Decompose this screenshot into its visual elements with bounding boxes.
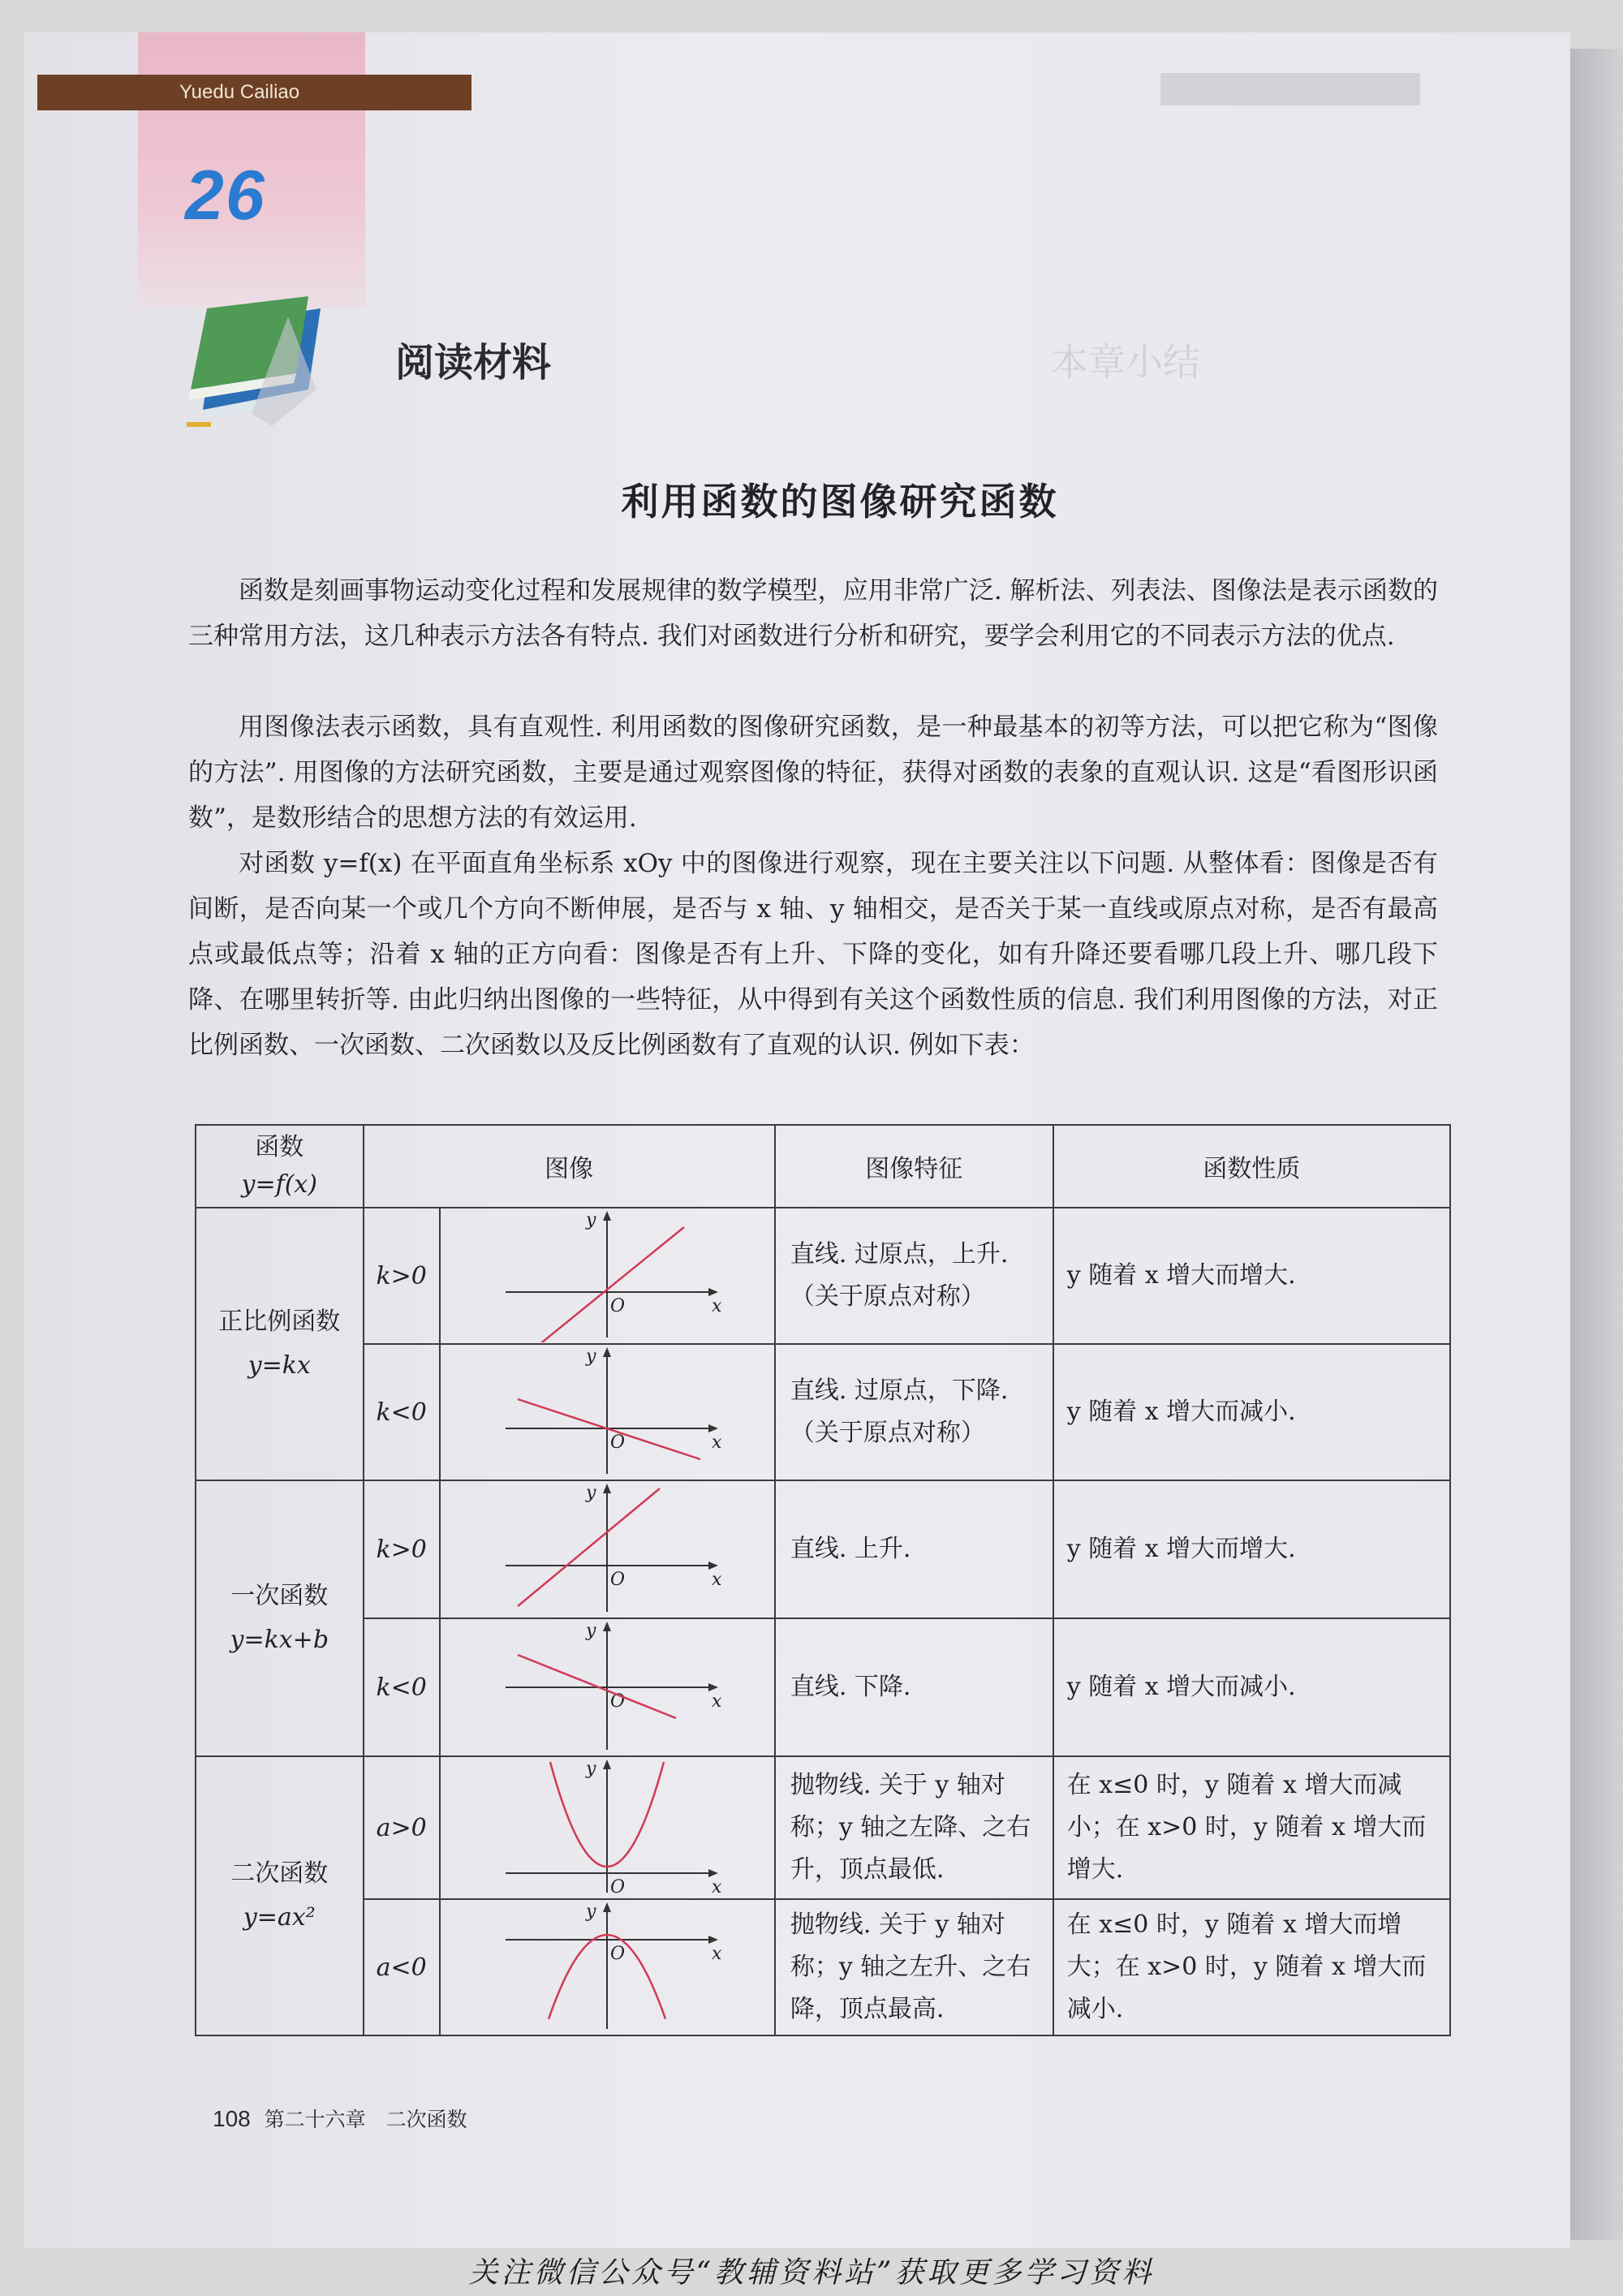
x-arrow [708,1936,718,1944]
properties-cell: 在 x≤0 时，y 随着 x 增大而增大；在 x>0 时，y 随着 x 增大而减小. [1053,1899,1450,2035]
x-label: x [711,1944,722,1964]
function-formula: y=kx [248,1351,311,1380]
header-properties: 函数性质 [1053,1125,1450,1208]
features-cell: 直线. 上升. [775,1480,1053,1618]
y-arrow [603,1902,611,1912]
y-arrow [603,1760,611,1769]
table-row [196,1756,1450,1899]
properties-cell: y 随着 x 增大而增大. [1053,1480,1450,1618]
graph-cell [440,1756,775,1899]
graph-line-up-origin [441,1209,773,1342]
x-label: x [711,1296,722,1316]
x-label: x [711,1691,722,1712]
book-icon [158,292,329,430]
condition: k<0 [364,1344,440,1480]
function-name: 正比例函数 [218,1307,341,1336]
y-label: y [585,1210,596,1230]
x-arrow [708,1424,718,1432]
x-label: x [711,1432,722,1453]
y-arrow [603,1484,611,1493]
chapter-number: 26 [185,157,266,235]
function-name-cell [196,1756,364,2035]
y-label: y [585,1346,596,1367]
origin-label: O [609,1432,625,1453]
paragraph-2: 用图像法表示函数，具有直观性. 利用函数的图像研究函数，是一种最基本的初等方法，可以把它称为“图像的方法”. 用图像的方法研究函数，主要是通过观察图像的特征，获得对函数的表象的直观认识. 这是“看图形识函数”，是数形结合的思想方法的有效运用. [188,713,1438,833]
origin-label: O [609,1691,625,1712]
section-label: 阅读材料 [395,340,552,386]
condition: k>0 [364,1480,440,1618]
graph-line-down-origin [441,1346,773,1479]
x-arrow [708,1288,718,1296]
table-row [196,1480,1450,1618]
bleedthrough-chip [1160,73,1420,106]
function-curve [518,1488,660,1606]
graph-cell [440,1480,775,1618]
graph-parabola-up [441,1758,773,1898]
origin-label: O [609,1877,625,1898]
y-arrow [603,1211,611,1221]
paragraph-1: 函数是刻画事物运动变化过程和发展规律的数学模型，应用非常广泛. 解析法、列表法、图像法是表示函数的三种常用方法，这几种表示方法各有特点. 我们对函数进行分析和研究，要学会利用它的不同表示方法的优点. [188,576,1438,651]
header-function-line1: 函数 [255,1133,304,1161]
origin-label: O [609,1944,625,1964]
brand-bar: Yuedu Cailiao [37,75,471,110]
properties-cell: y 随着 x 增大而减小. [1053,1618,1450,1756]
x-arrow [708,1869,718,1877]
table-header-row [196,1125,1450,1208]
header-graph: 图像 [364,1125,775,1208]
bleedthrough-title: 本章小结 [1051,340,1200,384]
footer-chapter: 第二十六章 二次函数 [264,2109,467,2131]
origin-label: O [609,1570,625,1590]
y-label: y [585,1621,596,1641]
function-curve [534,1227,684,1342]
page-edge [1570,49,1623,2240]
graph-line-down [441,1620,773,1755]
bottom-note: 关注微信公众号“教辅资料站”获取更多学习资料 [468,2256,1155,2290]
condition: k<0 [364,1618,440,1756]
table-row [196,1344,1450,1480]
y-arrow [603,1622,611,1631]
page-number: 108 [213,2106,251,2131]
function-table [195,1124,1451,2036]
features-cell: 直线. 过原点，下降.（关于原点对称） [775,1344,1053,1480]
features-cell: 抛物线. 关于 y 轴对称；y 轴之左升、之右降，顶点最高. [775,1899,1053,2035]
properties-cell: y 随着 x 增大而增大. [1053,1208,1450,1344]
y-label: y [585,1483,596,1503]
graph-cell [440,1208,775,1344]
paragraph-3: 对函数 y=f(x) 在平面直角坐标系 xOy 中的图像进行观察，现在主要关注以下问题. 从整体看：图像是否有间断，是否向某一个或几个方向不断伸展，是否与 x 轴、y 轴相交，是否关于某一直线或原点对称，是否有最高点或最低点等；沿着 x 轴的正方向看：图像是否有上升、下降的变化，如有升降还要看哪几段上升、哪几段下降、在哪里转折等. 由此归纳出图像的一些特征，从中得到有关这个函数性质的信息. 我们利用图像的方法，对正比例函数、一次函数、二次函数以及反比例函数有了直观的认识. 例如下表： [188,849,1438,1060]
graph-parabola-down [441,1901,773,2034]
properties-cell: y 随着 x 增大而减小. [1053,1344,1450,1480]
function-formula: y=kx+b [230,1626,329,1654]
function-formula: y=ax² [243,1903,316,1932]
condition: k>0 [364,1208,440,1344]
table-row [196,1208,1450,1344]
function-name-cell [196,1480,364,1756]
features-cell: 直线. 下降. [775,1618,1053,1756]
graph-cell [440,1344,775,1480]
page-footer [213,2104,467,2133]
function-name: 一次函数 [230,1582,329,1610]
function-name-cell [196,1208,364,1480]
article-title: 利用函数的图像研究函数 [621,480,1059,523]
condition: a>0 [364,1756,440,1899]
header-features: 图像特征 [775,1125,1053,1208]
graph-cell [440,1899,775,2035]
features-cell: 抛物线. 关于 y 轴对称；y 轴之左降、之右升，顶点最低. [775,1756,1053,1899]
table-row [196,1618,1450,1756]
graph-cell [440,1618,775,1756]
header-function-line2: y=f(x) [241,1170,318,1199]
x-label: x [711,1570,722,1590]
function-name: 二次函数 [230,1859,329,1888]
y-label: y [585,1902,596,1922]
x-arrow [708,1683,718,1691]
properties-cell: 在 x≤0 时，y 随着 x 增大而减小；在 x>0 时，y 随着 x 增大而增大. [1053,1756,1450,1899]
features-cell: 直线. 过原点，上升.（关于原点对称） [775,1208,1053,1344]
x-label: x [711,1877,722,1898]
table-row [196,1899,1450,2035]
condition: a<0 [364,1899,440,2035]
x-arrow [708,1562,718,1570]
graph-line-up [441,1482,773,1617]
header-function [196,1125,364,1208]
y-arrow [603,1347,611,1357]
y-label: y [585,1759,596,1779]
origin-label: O [609,1296,625,1316]
